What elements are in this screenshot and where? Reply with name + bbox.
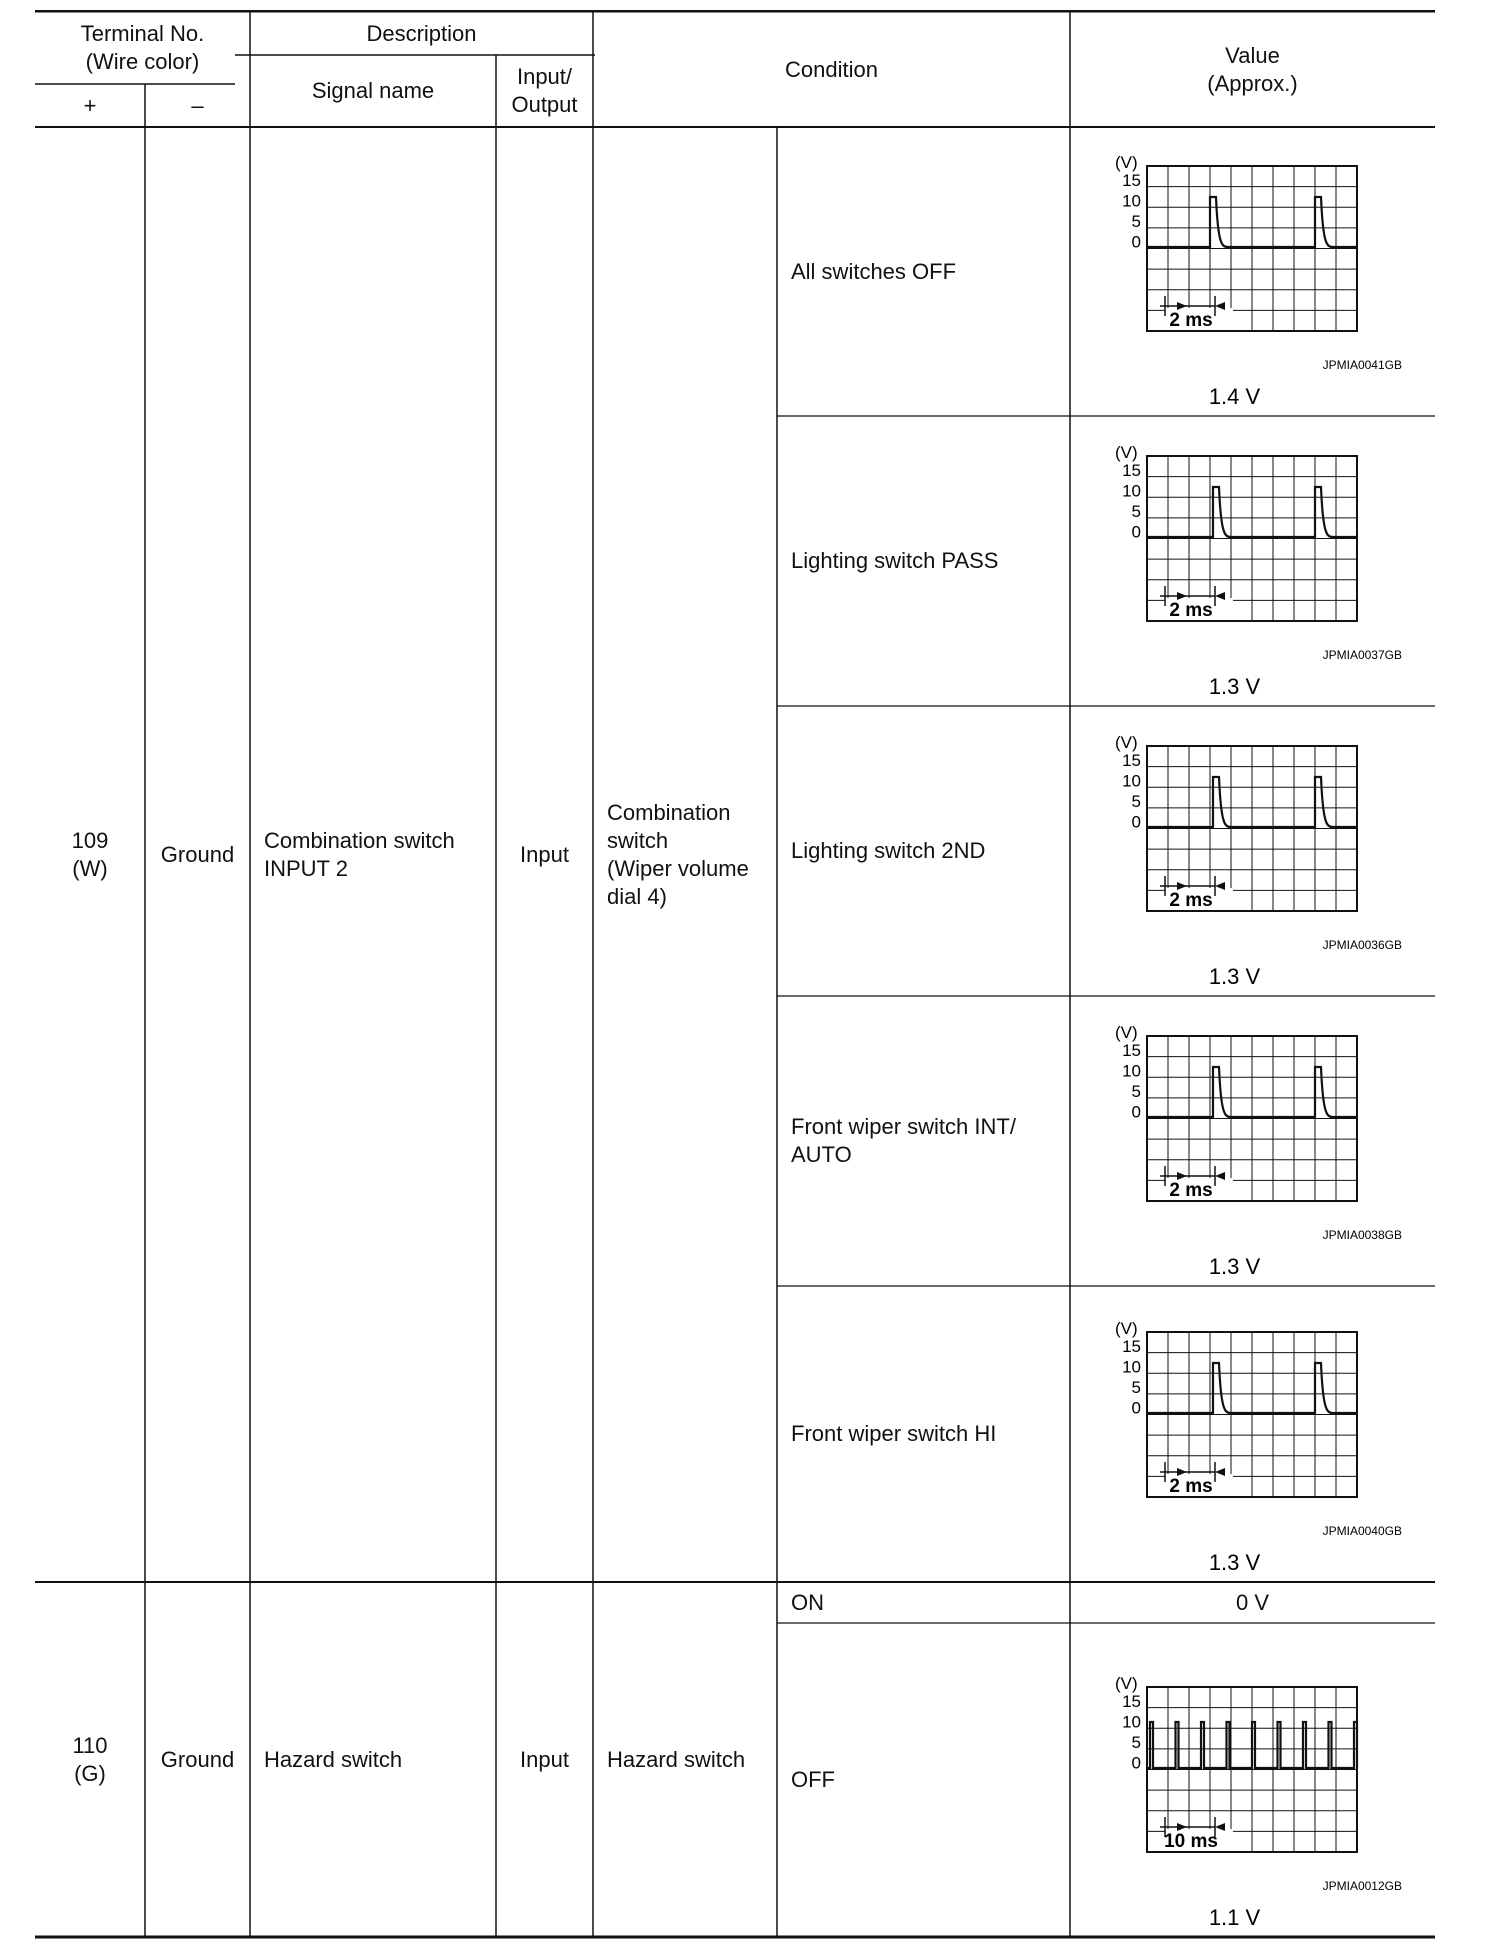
io-110: Input [520, 1746, 569, 1772]
waveform-y-tick: 5 [1131, 502, 1141, 521]
approx-voltage: 1.3 V [1208, 674, 1261, 699]
waveform-cell [1070, 996, 1435, 1286]
waveform-time-label: 2 ms [1169, 1476, 1213, 1497]
figure-code: JPMIA0040GB [1322, 1524, 1402, 1538]
waveform-unit: (V) [1115, 1023, 1138, 1042]
approx-voltage: 1.3 V [1208, 1550, 1261, 1575]
terminal-table [35, 10, 1435, 1940]
sub-condition-on: ON [791, 1589, 824, 1615]
waveform-y-tick: 0 [1131, 232, 1141, 252]
waveform-y-tick: 10 [1122, 481, 1141, 501]
sub-condition-off: OFF [791, 1767, 835, 1792]
header-terminal-no: Terminal No. (Wire color) [80, 21, 205, 74]
waveform-signal [1147, 1722, 1357, 1768]
waveform-y-tick: 10 [1122, 1712, 1141, 1732]
terminal-minus-110: Ground [160, 1746, 235, 1772]
waveform-y-tick: 15 [1122, 1041, 1141, 1060]
sub-condition: Front wiper switch INT/ AUTO [791, 1114, 1016, 1167]
waveform-y-tick: 5 [1131, 792, 1141, 811]
waveform-time-label: 2 ms [1169, 310, 1213, 331]
figure-code: JPMIA0036GB [1322, 938, 1402, 952]
approx-voltage: 1.1 V [1208, 1905, 1261, 1930]
terminal-minus-109: Ground [160, 841, 235, 867]
waveform-chart [1070, 1286, 1435, 1582]
approx-voltage: 1.4 V [1208, 384, 1261, 409]
waveform-y-tick: 5 [1131, 212, 1141, 231]
waveform-y-tick: 10 [1122, 771, 1141, 791]
io-109: Input [520, 841, 569, 867]
waveform-cell [1070, 416, 1435, 706]
value-on: 0 V [1235, 1589, 1270, 1615]
approx-voltage: 1.3 V [1208, 964, 1261, 989]
waveform-y-tick: 0 [1131, 1102, 1141, 1122]
figure-code: JPMIA0038GB [1322, 1228, 1402, 1242]
header-plus: + [83, 92, 97, 118]
waveform-time-label: 2 ms [1169, 1180, 1213, 1201]
waveform-time-label: 2 ms [1169, 890, 1213, 911]
terminal-plus-110: 110 (G) [72, 1732, 108, 1786]
header-condition: Condition [785, 56, 878, 82]
condition-109: Combination switch (Wiper volume dial 4) [607, 799, 749, 909]
waveform-y-tick: 10 [1122, 1357, 1141, 1377]
approx-voltage: 1.3 V [1208, 1254, 1261, 1279]
waveform-unit: (V) [1115, 1319, 1138, 1338]
waveform-chart [1070, 1623, 1435, 1937]
figure-code: JPMIA0037GB [1322, 648, 1402, 662]
waveform-time-label: 10 ms [1164, 1831, 1218, 1852]
waveform-y-tick: 0 [1131, 522, 1141, 542]
waveform-unit: (V) [1115, 153, 1138, 172]
waveform-unit: (V) [1115, 733, 1138, 752]
waveform-y-tick: 10 [1122, 191, 1141, 211]
waveform-unit: (V) [1115, 443, 1138, 462]
waveform-y-tick: 15 [1122, 1692, 1141, 1711]
sub-condition: All switches OFF [791, 258, 957, 284]
waveform-y-tick: 10 [1122, 1061, 1141, 1081]
figure-code: JPMIA0041GB [1322, 358, 1402, 372]
terminal-plus-109: 109 (W) [71, 827, 109, 881]
header-description: Description [366, 20, 477, 46]
header-minus: – [191, 92, 204, 118]
waveform-time-label: 2 ms [1169, 600, 1213, 621]
header-signal-name: Signal name [311, 78, 435, 103]
sub-condition: Lighting switch PASS [791, 548, 999, 573]
signal-name-109: Combination switch INPUT 2 [264, 827, 455, 881]
waveform-y-tick: 0 [1131, 1753, 1141, 1773]
waveform-chart [1070, 706, 1435, 996]
waveform-cell [1070, 127, 1435, 416]
waveform-y-tick: 15 [1122, 1337, 1141, 1356]
waveform-y-tick: 15 [1122, 751, 1141, 770]
waveform-cell [1070, 1623, 1435, 1937]
waveform-y-tick: 0 [1131, 812, 1141, 832]
waveform-y-tick: 15 [1122, 171, 1141, 190]
waveform-chart [1070, 416, 1435, 706]
sub-condition: Lighting switch 2ND [791, 838, 986, 863]
waveform-y-tick: 5 [1131, 1082, 1141, 1101]
signal-name-110: Hazard switch [264, 1746, 403, 1772]
figure-code: JPMIA0012GB [1322, 1879, 1402, 1893]
waveform-cell [1070, 706, 1435, 996]
waveform-chart [1070, 127, 1435, 416]
waveform-y-tick: 5 [1131, 1733, 1141, 1752]
header-input-output: Input/ Output [511, 64, 578, 117]
waveform-chart [1070, 996, 1435, 1286]
header-value: Value (Approx.) [1207, 42, 1298, 96]
waveform-cell [1070, 1286, 1435, 1582]
waveform-y-tick: 5 [1131, 1378, 1141, 1397]
waveform-unit: (V) [1115, 1674, 1138, 1693]
waveform-y-tick: 0 [1131, 1398, 1141, 1418]
waveform-y-tick: 15 [1122, 461, 1141, 480]
sub-condition: Front wiper switch HI [791, 1421, 997, 1446]
condition-110: Hazard switch [607, 1746, 746, 1772]
